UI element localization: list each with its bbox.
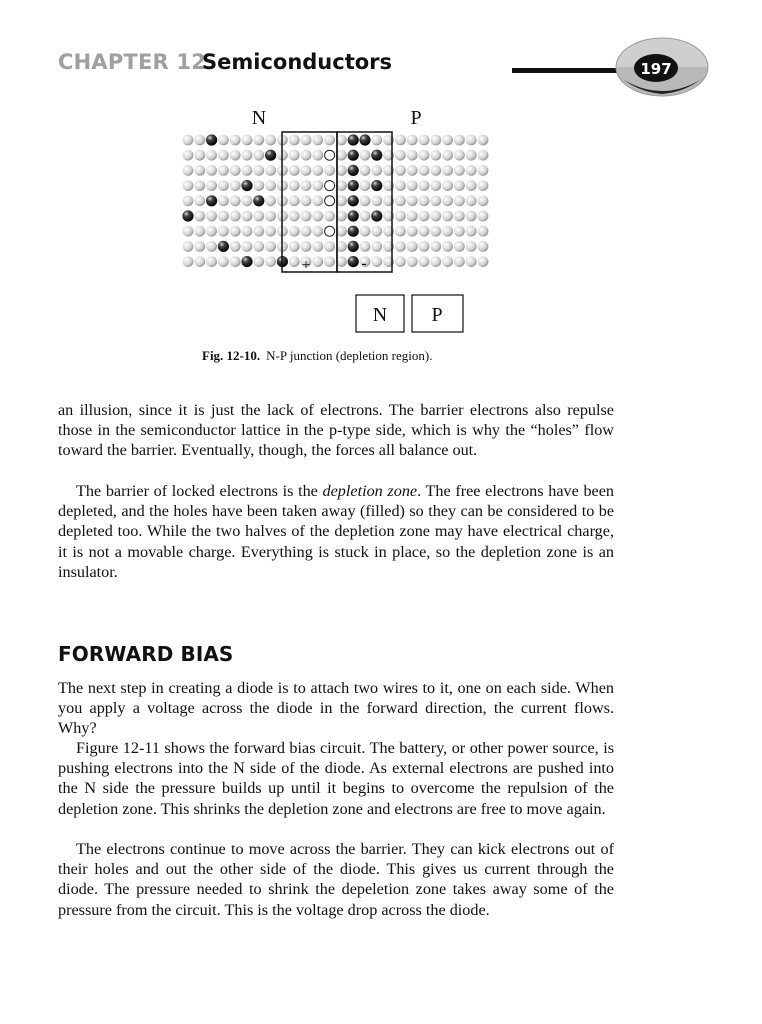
lattice-atom [442, 256, 453, 267]
lattice-atom [312, 195, 323, 206]
lattice-atom [312, 135, 323, 146]
paragraph-5: The electrons continue to move across the barrier. They can kick electrons out of their holes and out the other side of the diode. This gives us current through the diode. The pressure needed to shrink the depeletion zone takes away some of the pressure from the circuit. This is the voltage drop across the diode. [58, 840, 614, 919]
lattice-atom [466, 226, 477, 237]
lattice-atom [430, 211, 441, 222]
lattice-atom [442, 180, 453, 191]
lattice-atom [419, 211, 430, 222]
lattice-atom [466, 241, 477, 252]
lattice-atom [442, 211, 453, 222]
figure-caption [202, 348, 432, 364]
lattice-atom [289, 195, 300, 206]
lattice-atom [478, 226, 489, 237]
lattice-atom [265, 165, 276, 176]
electron [359, 134, 370, 145]
lattice-atom [371, 226, 382, 237]
lattice-atom [253, 241, 264, 252]
lattice-atom [230, 241, 241, 252]
electron [348, 134, 359, 145]
lattice-atom [289, 256, 300, 267]
lattice-atom [242, 150, 253, 161]
lattice-atom [301, 165, 312, 176]
lattice-atom [360, 150, 371, 161]
lattice-atom [265, 211, 276, 222]
section-heading: FORWARD BIAS [58, 642, 234, 666]
lattice-atom [242, 226, 253, 237]
lattice-atom [419, 165, 430, 176]
lattice-atom [183, 256, 194, 267]
lattice-atom [371, 165, 382, 176]
lattice-atom [242, 195, 253, 206]
lattice-atom [301, 180, 312, 191]
lattice-atom [324, 165, 335, 176]
electron [253, 195, 264, 206]
lattice-atom [218, 150, 229, 161]
lattice-atom [430, 135, 441, 146]
lattice-atom [395, 241, 406, 252]
lattice-atom [289, 150, 300, 161]
paragraph-1: an illusion, since it is just the lack of electrons. The barrier electrons also repulse those in the semiconductor lattice in the p-type side, which is why the “holes” flow toward the barrier. Eventually, though, the forces all balance out. [58, 401, 614, 460]
lattice-atom [242, 241, 253, 252]
lattice-atom [218, 165, 229, 176]
lattice-atom [407, 211, 418, 222]
lattice-atom [466, 256, 477, 267]
lattice-atom [194, 150, 205, 161]
chapter-title: Semiconductors [202, 50, 393, 74]
lattice-atom [218, 226, 229, 237]
lattice-atom [312, 165, 323, 176]
lattice-atom [218, 180, 229, 191]
lattice-atom [183, 150, 194, 161]
lattice-atom [360, 180, 371, 191]
lattice-atom [301, 195, 312, 206]
lattice-atom [194, 180, 205, 191]
lattice-atom [478, 135, 489, 146]
lattice-atom [194, 165, 205, 176]
electron [348, 180, 359, 191]
lattice-atom [230, 180, 241, 191]
paragraph-4: Figure 12-11 shows the forward bias circuit. The battery, or other power source, is pushing electrons into the N side of the diode. As external electrons are pushed into the N side the pressure builds up until it begins to overcome the repulsion of the depletion zone. This shrinks the depletion zone and electrons are free to move again. [58, 739, 614, 818]
lattice-atom [206, 241, 217, 252]
hole [325, 150, 335, 160]
electron [206, 195, 217, 206]
lattice-atom [218, 256, 229, 267]
lattice-atom [206, 165, 217, 176]
electron [241, 180, 252, 191]
lattice-atom [419, 135, 430, 146]
plus-sign: + [301, 257, 311, 274]
lattice-atom [407, 226, 418, 237]
page-number: 197 [640, 60, 672, 78]
lattice-atom [301, 150, 312, 161]
lattice-atom [360, 195, 371, 206]
lattice-atom [253, 165, 264, 176]
lattice-atom [265, 195, 276, 206]
lattice-atom [407, 150, 418, 161]
electron [371, 210, 382, 221]
lattice-atom [442, 150, 453, 161]
lattice-atom [265, 241, 276, 252]
lattice-atom [360, 165, 371, 176]
electron [371, 180, 382, 191]
lattice-atom [419, 150, 430, 161]
lattice-atom [430, 165, 441, 176]
lattice-atom [407, 180, 418, 191]
caption-text: N-P junction (depletion region). [266, 348, 433, 363]
lattice-atom [430, 150, 441, 161]
lattice-atom [360, 211, 371, 222]
label-p-top: P [410, 107, 422, 129]
lattice-atom [442, 135, 453, 146]
lattice-atom [442, 165, 453, 176]
np-junction-figure [170, 100, 500, 346]
lattice-atom [194, 241, 205, 252]
lattice-atom [454, 241, 465, 252]
lattice-atom [371, 135, 382, 146]
chapter-label: CHAPTER 12 [58, 50, 207, 74]
lattice-atom [360, 226, 371, 237]
lattice-atom [253, 180, 264, 191]
lattice-atom [466, 195, 477, 206]
lattice-atom [194, 226, 205, 237]
lattice-atom [454, 180, 465, 191]
lattice-atom [454, 165, 465, 176]
term-depletion-zone: depletion zone [322, 482, 418, 500]
lattice-atom [242, 135, 253, 146]
lattice-atom [466, 165, 477, 176]
lattice-atom [419, 180, 430, 191]
lattice-atom [478, 165, 489, 176]
lattice-atom [265, 256, 276, 267]
lattice-atom [395, 256, 406, 267]
box-label-p: P [431, 304, 443, 326]
lattice-atom [478, 150, 489, 161]
lattice-atom [253, 226, 264, 237]
lattice-atom [454, 211, 465, 222]
lattice-atom [301, 241, 312, 252]
lattice-atom [206, 226, 217, 237]
lattice-atom [218, 195, 229, 206]
lattice-atom [183, 180, 194, 191]
lattice-atom [183, 195, 194, 206]
lattice-atom [324, 241, 335, 252]
electron [265, 150, 276, 161]
hole [325, 181, 335, 191]
lattice-atom [230, 256, 241, 267]
lattice-atom [265, 135, 276, 146]
lattice-atom [265, 180, 276, 191]
lattice-atom [312, 180, 323, 191]
lattice-atom [194, 195, 205, 206]
lattice-atom [242, 165, 253, 176]
lattice-atom [230, 135, 241, 146]
lattice-atom [395, 135, 406, 146]
lattice-atom [194, 211, 205, 222]
lattice-atom [454, 150, 465, 161]
electron [371, 150, 382, 161]
lattice-atom [430, 226, 441, 237]
lattice-atom [478, 241, 489, 252]
lattice-atom [301, 211, 312, 222]
lattice-atom [206, 256, 217, 267]
lattice-atom [289, 180, 300, 191]
paragraph-2 [58, 481, 614, 582]
lattice-atom [194, 256, 205, 267]
lattice-atom [194, 135, 205, 146]
lattice-atom [407, 256, 418, 267]
lattice-atom [218, 211, 229, 222]
lattice-atom [324, 211, 335, 222]
lattice-atom [312, 150, 323, 161]
lattice-atom [395, 150, 406, 161]
box-label-n: N [372, 304, 388, 326]
lattice-atom [430, 195, 441, 206]
lattice-atom [301, 226, 312, 237]
lattice-atom [395, 211, 406, 222]
lattice-atom [183, 241, 194, 252]
lattice-atom [478, 195, 489, 206]
lattice-atom [419, 256, 430, 267]
lattice-atom [371, 195, 382, 206]
lattice-atom [312, 211, 323, 222]
lattice-atom [407, 195, 418, 206]
lattice-atom [230, 211, 241, 222]
lattice-atom [419, 226, 430, 237]
paragraph-2-b: . The free electrons have been depleted, and the holes have been taken away (filled) so they can be considered to be depleted too. While the two halves of the depletion zone may have electrical charge, it is not a movable charge. Everything is stuck in place, so the depletion zone is an insulator. [58, 482, 614, 581]
lattice-atom [242, 211, 253, 222]
lattice-atom [466, 211, 477, 222]
lattice-atom [371, 241, 382, 252]
lattice-atom [183, 165, 194, 176]
lattice-atom [183, 135, 194, 146]
lattice-atom [407, 241, 418, 252]
electron [218, 241, 229, 252]
lattice-atom [324, 256, 335, 267]
lattice-atom [407, 165, 418, 176]
lattice-atom [407, 135, 418, 146]
lattice-atom [442, 226, 453, 237]
lattice-atom [395, 180, 406, 191]
lattice-atom [230, 150, 241, 161]
lattice-atom [230, 226, 241, 237]
lattice-atom [442, 195, 453, 206]
lattice-atom [430, 180, 441, 191]
lattice-atom [478, 180, 489, 191]
caption-label: Fig. 12-10. [202, 348, 261, 363]
lattice-atom [289, 226, 300, 237]
minus-sign: - [361, 255, 367, 272]
lattice-atom [312, 226, 323, 237]
lattice-atom [289, 135, 300, 146]
lattice-atom [230, 165, 241, 176]
lattice [182, 134, 488, 267]
lattice-atom [206, 180, 217, 191]
electron [348, 241, 359, 252]
electron [348, 195, 359, 206]
lattice-atom [301, 135, 312, 146]
lattice-atom [454, 195, 465, 206]
lattice-atom [312, 256, 323, 267]
electron [241, 256, 252, 267]
lattice-atom [265, 226, 276, 237]
electron [348, 165, 359, 176]
lattice-atom [206, 211, 217, 222]
lattice-atom [454, 256, 465, 267]
lattice-atom [253, 211, 264, 222]
lattice-atom [206, 150, 217, 161]
lattice-atom [253, 150, 264, 161]
electron [348, 226, 359, 237]
lattice-atom [466, 180, 477, 191]
lattice-atom [253, 135, 264, 146]
lattice-atom [395, 195, 406, 206]
lattice-atom [230, 195, 241, 206]
lattice-atom [454, 135, 465, 146]
lattice-atom [478, 211, 489, 222]
lattice-atom [430, 241, 441, 252]
paragraph-2-a: The barrier of locked electrons is the [76, 482, 323, 500]
lattice-atom [183, 226, 194, 237]
lattice-atom [478, 256, 489, 267]
lattice-atom [466, 135, 477, 146]
hole [325, 226, 335, 236]
lattice-atom [395, 226, 406, 237]
label-n-top: N [251, 107, 267, 129]
lattice-atom [312, 241, 323, 252]
lattice-atom [360, 241, 371, 252]
lattice-atom [430, 256, 441, 267]
lattice-atom [371, 256, 382, 267]
lattice-atom [395, 165, 406, 176]
lattice-atom [218, 135, 229, 146]
electron [348, 256, 359, 267]
lattice-atom [442, 241, 453, 252]
electron [348, 150, 359, 161]
lattice-atom [454, 226, 465, 237]
page-number-badge [614, 36, 710, 98]
lattice-atom [253, 256, 264, 267]
lattice-atom [289, 241, 300, 252]
lattice-atom [324, 135, 335, 146]
lattice-atom [419, 195, 430, 206]
hole [325, 196, 335, 206]
electron [348, 210, 359, 221]
paragraph-3: The next step in creating a diode is to attach two wires to it, one on each side. When you apply a voltage across the diode in the forward direction, the current flows. Why? [58, 679, 614, 738]
lattice-atom [289, 165, 300, 176]
electron [182, 210, 193, 221]
electron [206, 134, 217, 145]
lattice-atom [289, 211, 300, 222]
lattice-atom [466, 150, 477, 161]
lattice-atom [419, 241, 430, 252]
